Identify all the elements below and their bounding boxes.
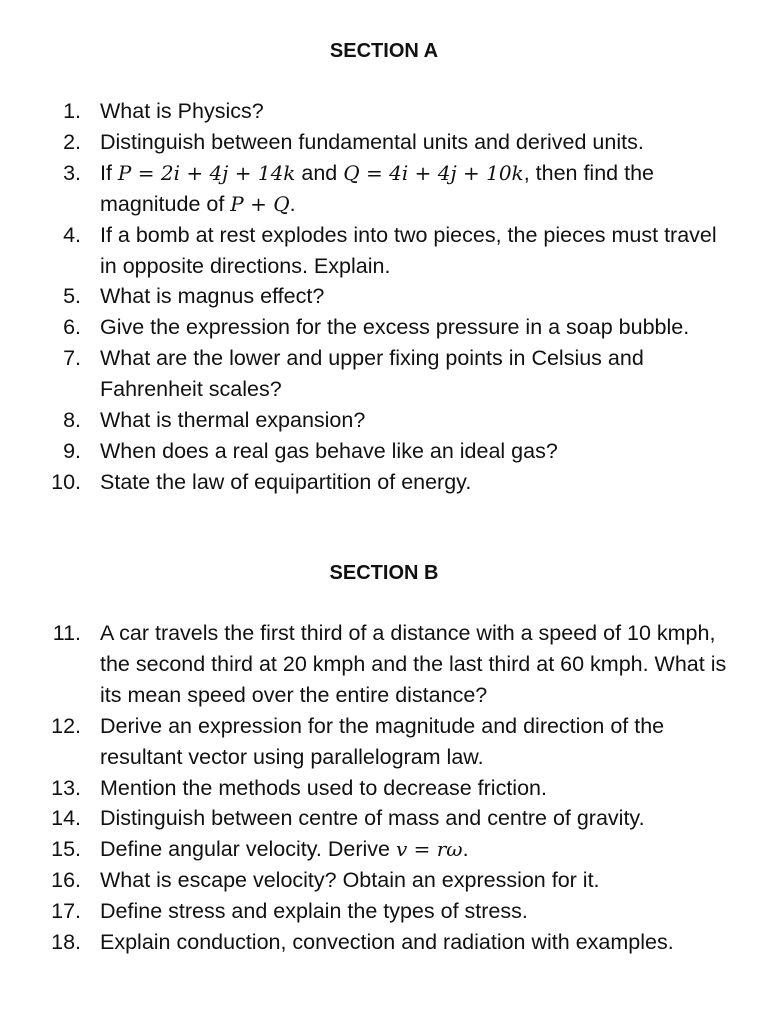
question-number: 7.: [63, 346, 81, 371]
question-text-run: If a bomb at rest explodes into two pieces, the pieces must travel in opposite directions. Explain.: [100, 222, 717, 278]
question-text: [100, 130, 644, 154]
question-text: [100, 284, 324, 308]
question-number: 8.: [63, 408, 81, 433]
question-text-run: Define angular velocity. Derive: [100, 837, 396, 862]
question-item: [0, 927, 730, 958]
question-item: [0, 158, 730, 220]
question-text: [100, 161, 654, 216]
question-number: 2.: [63, 129, 81, 154]
question-number: 10.: [51, 469, 81, 494]
question-item: [0, 618, 730, 711]
question-item: [0, 711, 730, 773]
question-text: [100, 776, 547, 800]
question-item: [0, 127, 730, 158]
question-number: 11.: [52, 621, 81, 645]
question-text-run: and: [295, 160, 344, 185]
question-number: 13.: [51, 775, 81, 800]
question-text-run: State the law of equipartition of energy.: [100, 469, 472, 494]
question-text: [100, 439, 558, 463]
question-text-run: Define stress and explain the types of stress.: [100, 899, 528, 924]
question-text: [100, 930, 674, 954]
question-text-run: What is Physics?: [100, 99, 264, 123]
question-text-run: Distinguish between fundamental units and derived units.: [100, 129, 644, 154]
question-text-run: What is magnus effect?: [100, 284, 325, 309]
math-expression: P + Q: [230, 191, 290, 216]
question-number: 15.: [51, 837, 81, 862]
question-text: [100, 899, 528, 923]
question-text: [100, 223, 717, 278]
question-text-run: .: [462, 837, 469, 862]
section-a-question-list: [0, 96, 730, 498]
question-number: 16.: [51, 868, 81, 893]
question-text-run: What is escape velocity? Obtain an expression for it.: [100, 868, 600, 893]
question-number: 3.: [63, 160, 81, 185]
question-text-run: A car travels the first third of a distance with a speed of 10 kmph, the second third at 20 kmph and the last third at 60 kmph. What is its mean speed over the entire distance?: [100, 621, 727, 707]
question-text-run: Explain conduction, convection and radiation with examples.: [100, 930, 674, 955]
question-item: [0, 220, 730, 282]
question-text-run: Derive an expression for the magnitude and direction of the resultant vector using parallelogram law.: [100, 713, 665, 769]
question-item: [0, 896, 730, 927]
question-item: [0, 343, 730, 405]
question-number: 18.: [51, 930, 81, 955]
section-b-title: SECTION B: [329, 562, 439, 584]
section-a-title: SECTION A: [329, 40, 439, 62]
question-item: [0, 96, 730, 127]
question-text: [100, 837, 469, 861]
question-text-run: , then find the magnitude of: [100, 160, 654, 216]
question-text: [100, 621, 726, 707]
question-number: 4.: [63, 222, 81, 247]
question-item: [0, 834, 730, 865]
question-number: 6.: [63, 315, 81, 340]
question-text: [100, 408, 365, 432]
question-item: [0, 773, 730, 804]
question-text-run: When does a real gas behave like an ideal gas?: [100, 438, 558, 463]
question-text-run: What are the lower and upper fixing points in Celsius and Fahrenheit scales?: [100, 346, 644, 402]
question-number: 12.: [51, 713, 81, 738]
question-text-run: Distinguish between centre of mass and centre of gravity.: [100, 806, 645, 831]
question-text-run: If: [100, 160, 118, 185]
section-b-question-list: [0, 618, 730, 958]
question-text: [100, 346, 644, 401]
question-number: 17.: [51, 899, 81, 924]
math-expression: v = rω: [395, 837, 463, 862]
question-number: 5.: [63, 284, 81, 309]
question-text: [100, 868, 600, 892]
question-item: [0, 803, 730, 834]
question-item: [0, 281, 730, 312]
question-text-run: Mention the methods used to decrease friction.: [100, 775, 547, 800]
question-item: [0, 405, 730, 436]
question-text: [100, 714, 664, 769]
question-text-run: .: [289, 191, 296, 216]
question-text: [100, 99, 264, 123]
question-text: [100, 470, 471, 494]
math-expression: Q = 4i + 4j + 10k: [343, 160, 524, 185]
question-text: [100, 315, 689, 339]
question-number: 9.: [63, 438, 81, 463]
question-item: [0, 865, 730, 896]
question-text: [100, 806, 645, 830]
question-number: 14.: [51, 806, 81, 831]
math-expression: P = 2i + 4j + 14k: [117, 160, 296, 185]
question-item: [0, 312, 730, 343]
question-text-run: What is thermal expansion?: [100, 408, 366, 433]
question-item: [0, 467, 730, 498]
question-text-run: Give the expression for the excess pressure in a soap bubble.: [100, 315, 690, 340]
question-number: 1.: [63, 99, 81, 123]
question-item: [0, 436, 730, 467]
